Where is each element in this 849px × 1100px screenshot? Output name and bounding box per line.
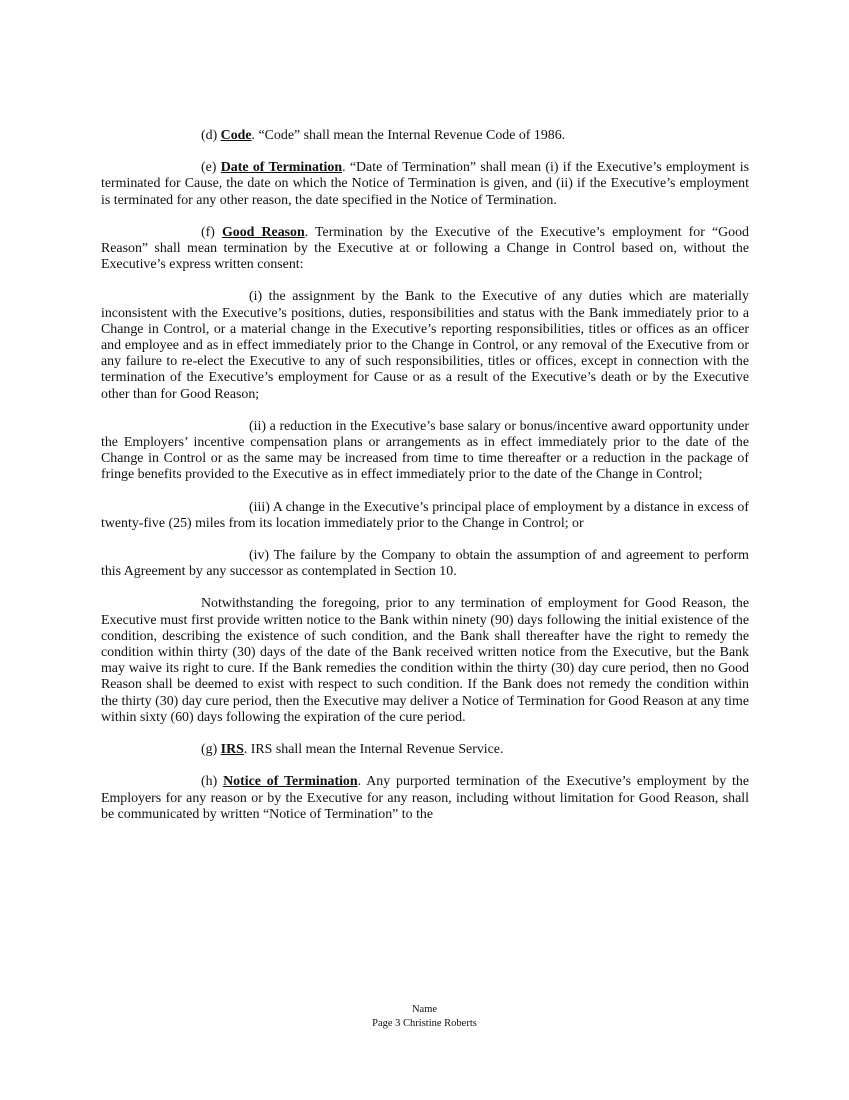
defined-term-notice-of-termination: Notice of Termination — [223, 774, 358, 790]
subparagraph-f-ii: (ii) a reduction in the Executive’s base salary or bonus/incentive award opportunity under the Employers’ incentive compensation plans or arrangements as in effect immediately prior to the date of the Change in Control or as the same may be increased from time to time thereafter or a reduction in the package of fringe benefits provided to the Executive as in effect immediately prior to the date of the Change in Control; — [101, 418, 749, 483]
paragraph-text: . Termination by the Executive of the Executive’s employment for “Good Reason” shall mean termination by the Executive at or following a Change in Control based on, without the Executive’s express written consent: — [101, 224, 749, 273]
subparagraph-f-iii: (iii) A change in the Executive’s principal place of employment by a distance in excess of twenty-five (25) miles from its location immediately prior to the Change in Control; or — [101, 499, 749, 531]
paragraph-text: . “Code” shall mean the Internal Revenue Code of 1986. — [251, 128, 566, 143]
paragraph-notwithstanding: Notwithstanding the foregoing, prior to any termination of employment for Good Reason, the Executive must first provide written notice to the Bank within ninety (90) days following the initial existence of the condition, describing the existence of such condition, and the Bank shall thereafter have the right to remedy the condition within thirty (30) days of the date of the Bank received written notice from the Executive, but the Bank may waive its right to cure. If the Bank remedies the condition within the thirty (30) day cure period, then no Good Reason shall be deemed to exist with respect to such condition. If the Bank does not remedy the condition within the thirty (30) day cure period, then the Executive may deliver a Notice of Termination for Good Reason at any time within sixty (60) days following the expiration of the cure period. — [101, 596, 749, 725]
paragraph-label: (h) — [201, 774, 224, 790]
paragraph-g-irs — [101, 742, 749, 758]
paragraph-label: (d) — [201, 128, 221, 143]
paragraph-label: (f) — [201, 224, 222, 240]
page-footer — [0, 1003, 849, 1031]
footer-page-number: Page 3 Christine Roberts — [372, 1018, 477, 1029]
defined-term-date-of-termination: Date of Termination — [220, 160, 343, 176]
paragraph-f-good-reason — [101, 225, 749, 274]
paragraph-d-code — [101, 128, 749, 144]
paragraph-label: (e) — [201, 160, 221, 176]
paragraph-label: (g) — [201, 742, 221, 758]
defined-term-code: Code — [220, 128, 252, 143]
document-body — [101, 128, 749, 823]
footer-name: Name — [411, 1004, 438, 1015]
paragraph-e-date-of-termination — [101, 160, 749, 209]
subparagraph-f-iv: (iv) The failure by the Company to obtain the assumption of and agreement to perform this Agreement by any successor as contemplated in Section 10. — [101, 548, 749, 580]
defined-term-good-reason: Good Reason — [221, 224, 305, 240]
defined-term-irs: IRS — [220, 742, 244, 758]
subparagraph-f-i: (i) the assignment by the Bank to the Executive of any duties which are materially inconsistent with the Executive’s positions, duties, responsibilities and status with the Bank immediately prior to a Change in Control, or a material change in the Executive’s reporting responsibilities, titles or offices as an officer and employee and as in effect immediately prior to the Change in Control, or any removal of the Executive from or any failure to re-elect the Executive to any of such responsibilities, titles or offices, except in connection with the termination of the Executive’s employment for Cause or as a result of the Executive’s death or by the Executive other than for Good Reason; — [101, 289, 749, 402]
paragraph-h-notice-of-termination — [101, 774, 749, 823]
paragraph-text: . Any purported termination of the Executive’s employment by the Employers for any reason or by the Executive for any reason, including without limitation for Good Reason, shall be communicated by written “Notice of Termination” to the — [101, 774, 750, 822]
paragraph-text: . IRS shall mean the Internal Revenue Service. — [243, 742, 504, 758]
paragraph-text: . “Date of Termination” shall mean (i) if the Executive’s employment is terminated for Cause, the date on which the Notice of Termination is given, and (ii) if the Executive’s employment is terminated for any other reason, the date specified in the Notice of Termination. — [101, 160, 750, 208]
